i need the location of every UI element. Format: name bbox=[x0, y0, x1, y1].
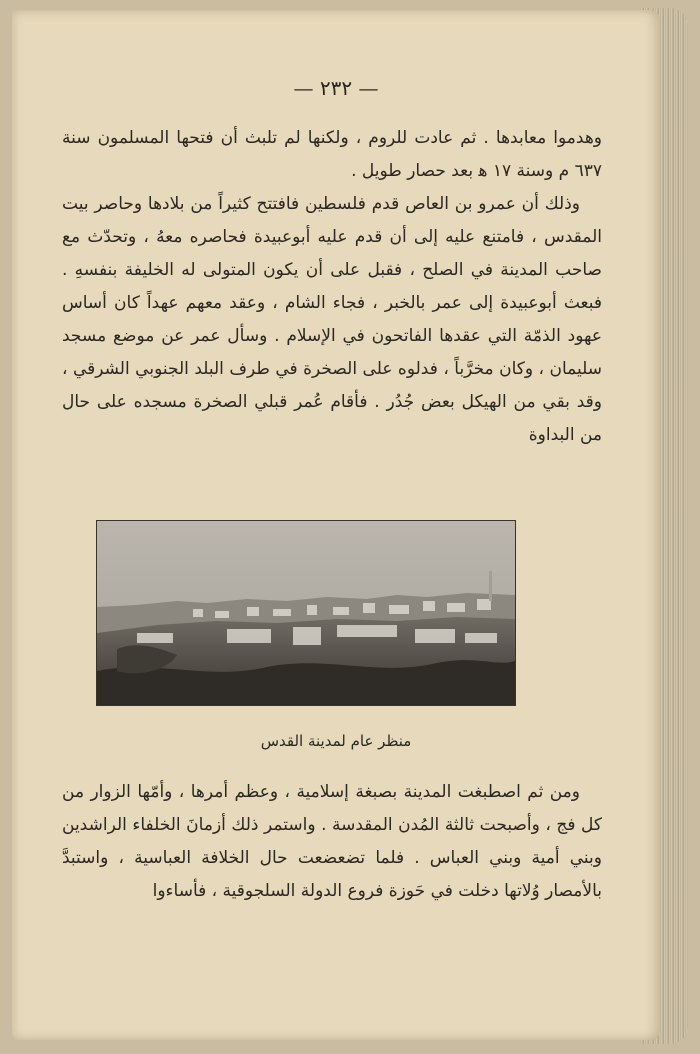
paragraph: وذلك أن عمرو بن العاص قدم فلسطين فافتتح كثيراً من بلادها وحاصر بيت المقدس ، فامتنع عليه إلى أن قدم عليه أبوعبيدة فحاصره معهُ ، وتحدّث مع صاحب المدينة في الصلح ، فقبل على أن يكون المتولى له الخليفة بنفسهِ . فبعث أبوعبيدة إلى عمر بالخبر ، فجاء الشام ، وعقد معهم عهداً كان أساس عهود الذمّة التي عقدها الفاتحون في الإسلام . وسأل عمر عن موضع مسجد سليمان ، وكان مخرَّباً ، فدلوه على الصخرة في طرف البلد الجنوبي الشرقي ، وقد بقي من الهيكل بعض جُدُر . فأقام عُمر قبلي الصخرة مسجده على حال من البداوة bbox=[62, 194, 602, 445]
book-page bbox=[12, 10, 660, 1040]
city-panorama-image bbox=[97, 521, 515, 705]
paragraph: وهدموا معابدها . ثم عادت للروم ، ولكنها لم تلبث أن فتحها المسلمون سنة ٦٣٧ م وسنة ١٧ ﻫ بعد حصار طويل . bbox=[62, 128, 602, 181]
figure-caption: منظر عام لمدينة القدس bbox=[260, 732, 412, 750]
text-block-top bbox=[62, 122, 602, 452]
text-block-bottom bbox=[62, 776, 602, 908]
jerusalem-photo bbox=[96, 520, 516, 706]
paragraph: ومن ثم اصطبغت المدينة بصبغة إسلامية ، وعظم أمرها ، وأمّها الزوار من كل فج ، وأصبحت ثالثة المُدن المقدسة . واستمر ذلك أزمانَ الخلفاء الراشدين وبني أمية وبني العباس . فلما تضعضعت حال الخلافة العباسية ، واستبدَّ بالأمصار وُلاتها دخلت في حَوزة فروع الدولة السلجوقية ، فأساءوا bbox=[62, 782, 602, 901]
page-number: — ٢٣٢ — bbox=[293, 76, 379, 100]
